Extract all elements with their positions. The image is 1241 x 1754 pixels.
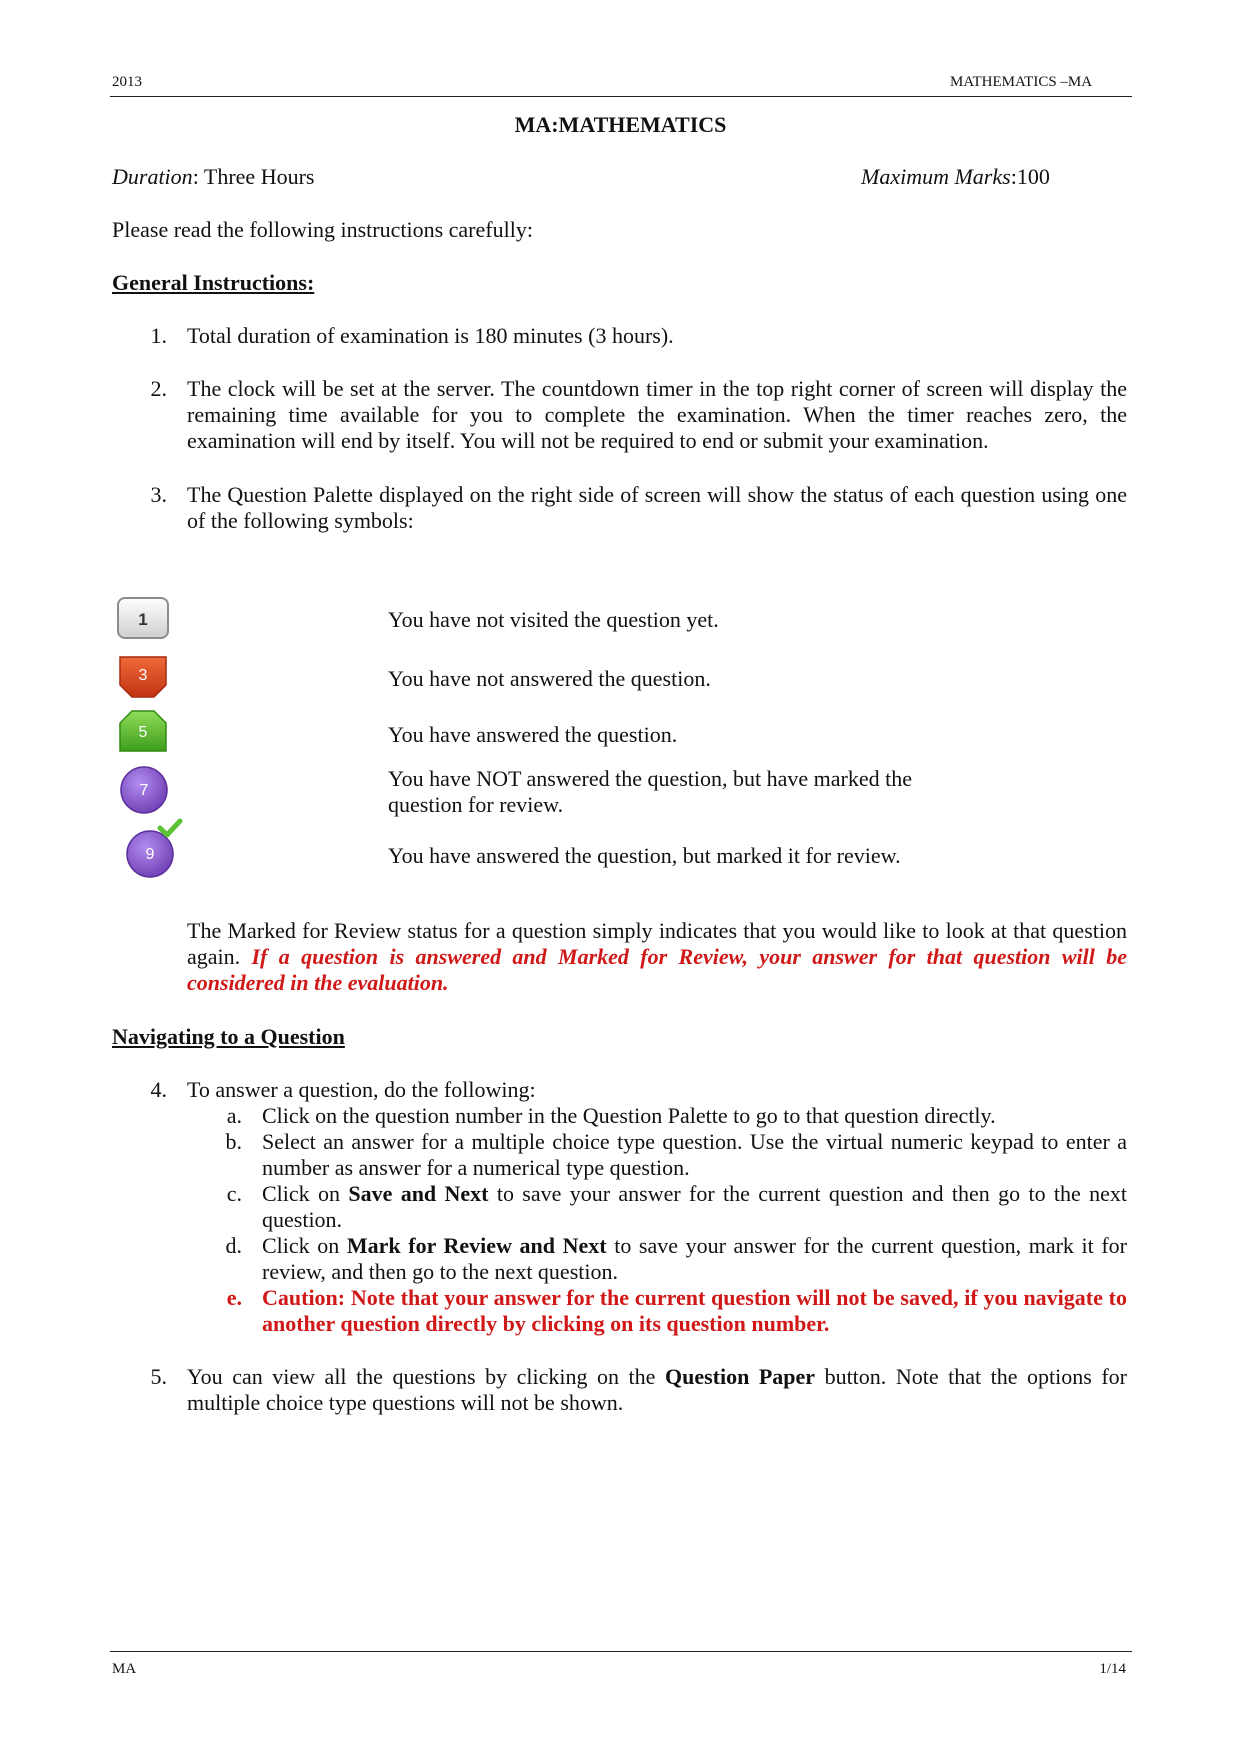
page-number: 1/14 [1099,1661,1126,1677]
review-note [187,918,1127,996]
subitem-text-pre: Click on [262,1181,349,1206]
instruction-item: The Question Palette displayed on the right side of screen will show the status of each question using one of the following symbols: [187,482,1127,533]
review-note-emphasis: If a question is answered and Marked for Review, your answer for that question will be considered in the evaluation. [187,944,1127,995]
answered-marked-review-icon-number: 9 [145,846,155,863]
header-year: 2013 [112,74,142,90]
subitem-text: Click on the question number in the Question Palette to go to that question directly. [262,1103,996,1128]
instruction-item: The clock will be set at the server. The countdown timer in the top right corner of screen will display the remaining time available for you to complete the examination. When the timer reaches zero, the examination will end by itself. You will not be required to end or submit your examination. [187,376,1127,453]
max-marks-label: Maximum Marks [861,164,1011,189]
symbol-label: You have answered the question. [388,722,678,747]
footer-code: MA [112,1661,137,1677]
item-number: 4. [150,1077,167,1102]
save-and-next-label: Save and Next [348,1181,489,1206]
subitem-text [262,1233,1127,1285]
subitem-letter: c. [226,1181,242,1206]
subitem-letter: e. [226,1285,242,1310]
answered-icon-number: 5 [138,724,148,741]
duration-line [112,164,314,190]
symbol-label: You have answered the question, but marked it for review. [388,843,901,868]
question-paper-label: Question Paper [664,1364,816,1389]
duration-label: Duration [112,164,193,189]
page-title: MA:MATHEMATICS [514,112,727,137]
header-rule [110,96,1132,97]
subitem-text-pre: Click on [262,1233,347,1258]
max-marks-value: :100 [1010,164,1050,189]
duration-value: : Three Hours [192,164,315,189]
item-number: 1. [150,323,167,348]
subitem-text-post: to save your answer for the current question, mark it for review, and then go to the next question. [262,1233,1127,1284]
subitem-letter: a. [226,1103,242,1128]
check-icon [160,821,180,835]
subitem-text-post: to save your answer for the current question and then go to the next question. [262,1181,1128,1232]
subitem-text: Select an answer for a multiple choice type question. Use the virtual numeric keypad to enter a number as answer for a numerical type question. [262,1129,1127,1180]
intro-text: Please read the following instructions carefully: [112,217,533,242]
footer-rule [110,1651,1132,1652]
symbol-label: You have NOT answered the question, but have marked the question for review. [388,766,913,817]
item5-text-pre: You can view all the questions by clicking on the [187,1364,665,1389]
marked-review-icon-number: 7 [139,782,149,799]
not-visited-icon [116,596,172,642]
instruction-item: Total duration of examination is 180 minutes (3 hours). [187,323,674,348]
caution-text: Caution: Note that your answer for the current question will not be saved, if you navigate to another question directly by clicking on its question number. [262,1285,1127,1336]
not-answered-icon-number: 3 [138,667,148,684]
answered-marked-review-icon [118,818,186,882]
review-note-text: The Marked for Review status for a question simply indicates that you would like to look at that question again. [187,918,1127,969]
marked-review-icon [118,763,172,817]
item-number: 5. [150,1364,167,1389]
section-heading-navigating: Navigating to a Question [112,1024,345,1049]
subitem-text [262,1181,1127,1233]
mark-for-review-and-next-label: Mark for Review and Next [346,1233,607,1258]
instruction-item: To answer a question, do the following: [187,1077,536,1102]
symbol-label: You have not answered the question. [388,666,711,691]
instruction-item [187,1364,1127,1416]
subitem-letter: b. [225,1129,242,1154]
item-number: 2. [150,376,167,401]
subitem-letter: d. [225,1233,242,1258]
header-subject: MATHEMATICS –MA [950,74,1093,90]
not-answered-icon [116,653,172,701]
symbol-label: You have not visited the question yet. [388,607,719,632]
answered-icon [116,707,172,755]
section-heading-general: General Instructions: [112,270,315,295]
max-marks-line [861,164,1050,190]
item-number: 3. [150,482,167,507]
item5-text-post: button. Note that the options for multiple choice type questions will not be shown. [187,1364,1127,1415]
not-visited-icon-number: 1 [138,610,148,629]
